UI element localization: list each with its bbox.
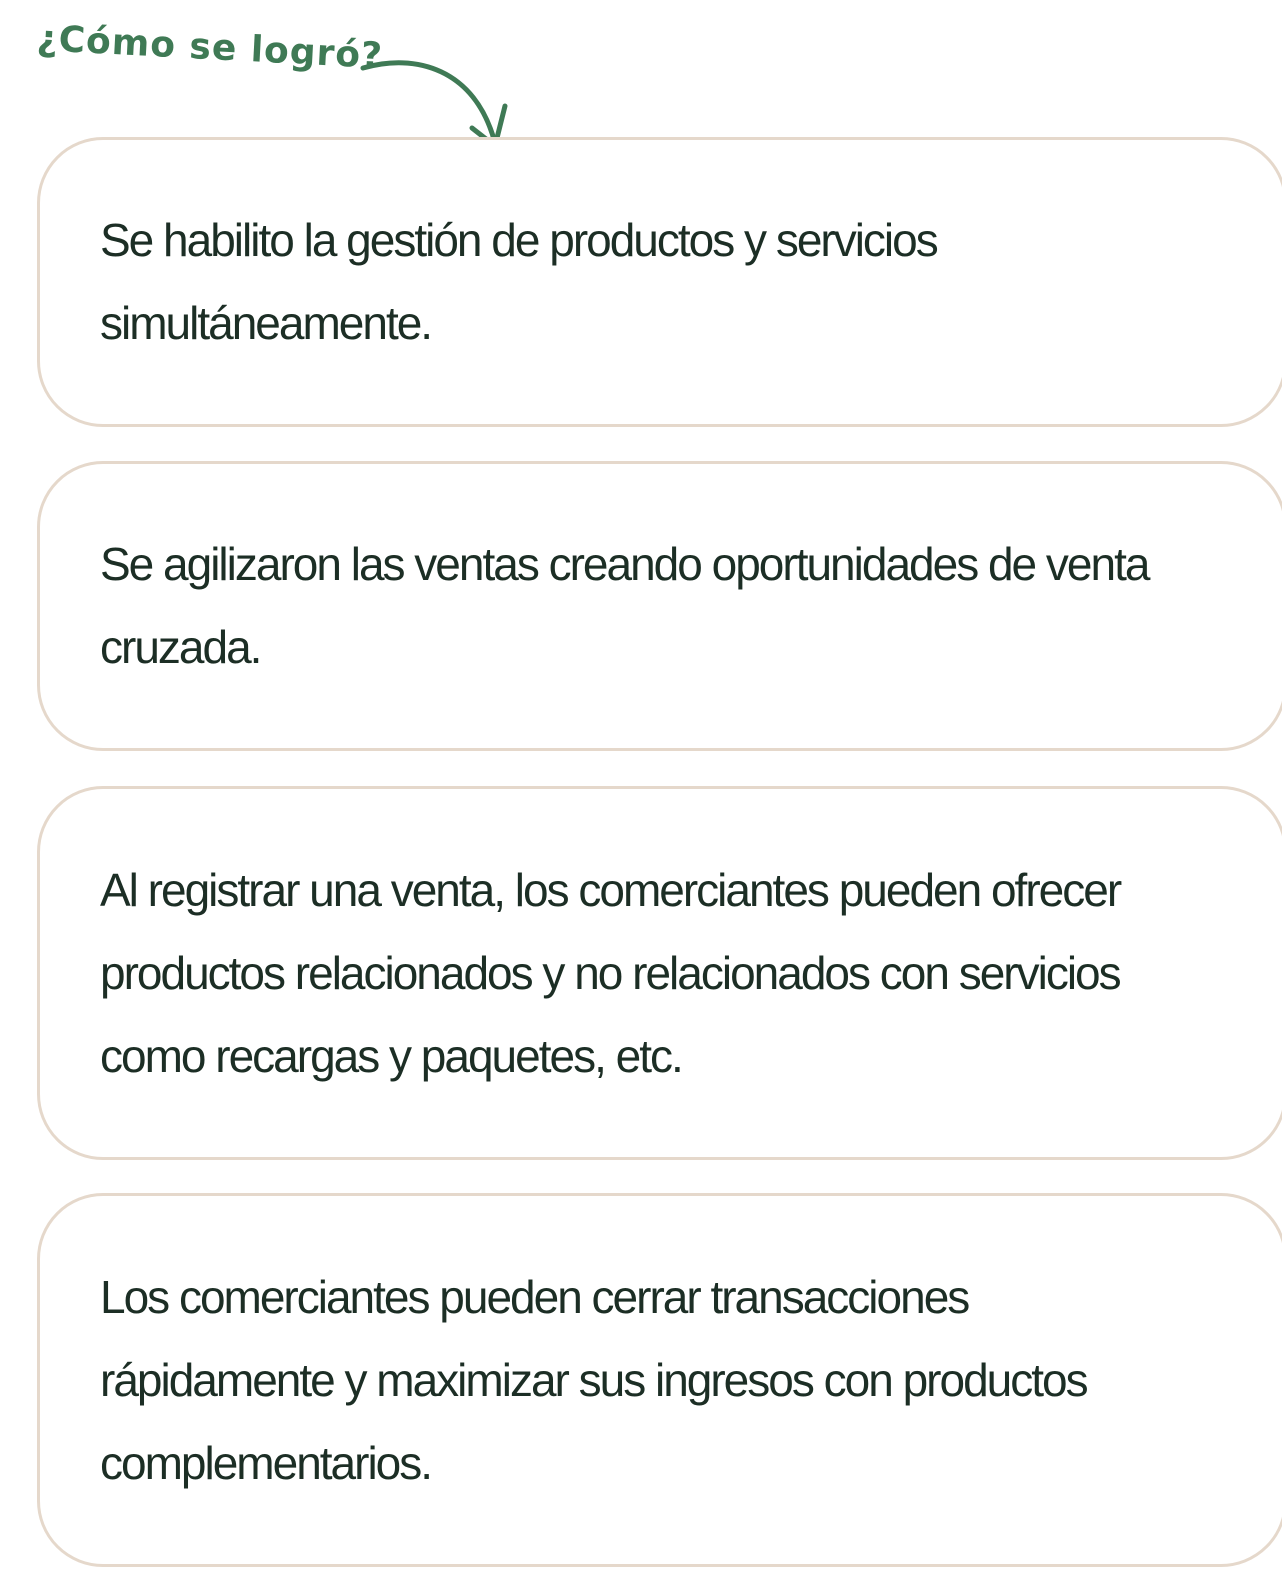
feature-card	[37, 137, 1282, 427]
feature-card-text: Al registrar una venta, los comerciantes pueden ofrecer productos relacionados y no relacionados con servicios como recargas y paquetes, etc.	[100, 863, 1121, 1082]
feature-card	[37, 1193, 1282, 1567]
feature-card	[37, 786, 1282, 1160]
feature-card-text: Se agilizaron las ventas creando oportunidades de venta cruzada.	[100, 538, 1149, 673]
feature-card	[37, 461, 1282, 751]
section-heading: ¿Cómo se logró?	[35, 18, 384, 78]
feature-card-text: Los comerciantes pueden cerrar transacciones rápidamente y maximizar sus ingresos con productos complementarios.	[100, 1270, 1087, 1489]
feature-card-text: Se habilito la gestión de productos y servicios simultáneamente.	[100, 214, 937, 349]
